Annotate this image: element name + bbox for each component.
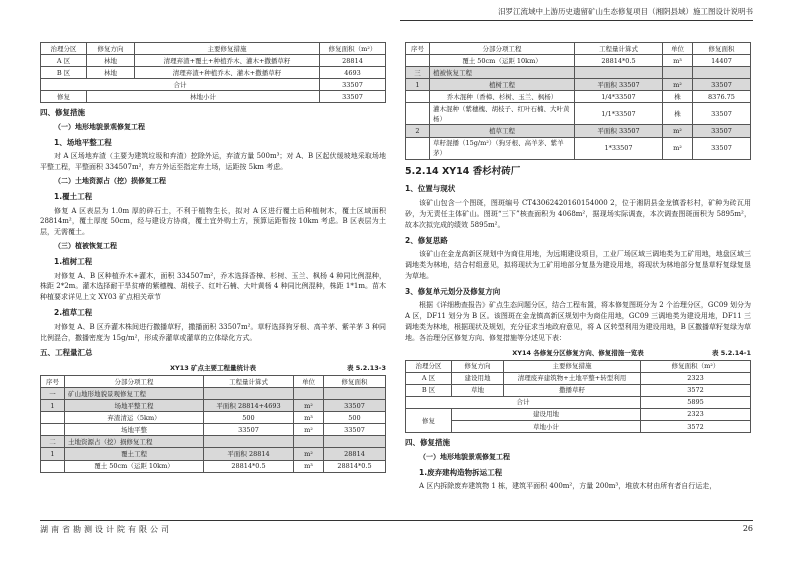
subsection-heading: （三）植被恢复工程 <box>54 242 117 251</box>
table-cell: 覆土工程 <box>65 448 204 460</box>
table-cell <box>406 103 430 125</box>
table-row <box>41 55 386 67</box>
table-cell <box>41 412 65 424</box>
table-cell <box>406 137 430 159</box>
table-cell: 33507 <box>693 137 751 159</box>
table-cell: m³ <box>294 460 324 472</box>
table-cell: 株 <box>663 91 693 103</box>
table-cell: 平面积 33507 <box>575 125 663 137</box>
footer-org: 湖南省勘测设计院有限公司 <box>40 525 172 534</box>
table-row <box>41 448 386 460</box>
table-cell: B 区 <box>406 384 452 396</box>
table-header: 修复面积 <box>693 43 751 55</box>
table-cell: 28814 <box>320 55 386 67</box>
table-row <box>41 388 386 400</box>
table-row <box>41 460 386 472</box>
table-cell: 4693 <box>320 67 386 79</box>
table-cell: 林地小计 <box>87 91 320 103</box>
page-number: 26 <box>742 524 753 533</box>
table-cell: 33507 <box>324 424 386 436</box>
table-cell <box>693 67 751 79</box>
table-row <box>406 137 751 159</box>
section-title: 5.2.14 XY14 香杉村砖厂 <box>405 165 521 177</box>
table-header: 修复面积（m²） <box>320 43 386 55</box>
table-cell: 清理废弃建筑物+土地平整+转型利用 <box>504 372 641 384</box>
table-cell: 2323 <box>641 372 751 384</box>
table-cell: A 区 <box>406 372 452 384</box>
table-header: 治理分区 <box>406 360 452 372</box>
table-cell <box>294 388 324 400</box>
table-title: XY14 各修复分区修复方向、修复措施一览表 <box>512 348 644 357</box>
table-cell <box>204 388 294 400</box>
subsection-heading: （二）土地资源占（挖）损修复工程 <box>54 177 166 186</box>
item-heading: 2.植草工程 <box>54 308 93 318</box>
table-cell: 33507 <box>693 103 751 125</box>
table-cell: m² <box>663 137 693 159</box>
table-caption <box>40 363 386 373</box>
table-cell: m² <box>294 448 324 460</box>
paragraph: 对 A 区场地弃渣（主要为建筑垃圾和弃渣）挖除外运，弃渣方量 500m³；对 A、B 区起伏缓坡地采取场地平整工程，平整面积 334507m²，弃方外运至指定弃土场，运距按 5km 考虑。 <box>40 152 386 172</box>
summary-table-xy13 <box>40 42 386 103</box>
table-row <box>41 79 386 91</box>
table-cell: m² <box>294 400 324 412</box>
left-column <box>40 42 386 473</box>
table-cell: 3572 <box>641 384 751 396</box>
table-cell: 平面积 28814+4693 <box>204 400 294 412</box>
table-row <box>406 384 751 396</box>
table-cell <box>663 67 693 79</box>
table-cell: 33507 <box>693 79 751 91</box>
table-row <box>41 424 386 436</box>
table-cell: 1/1*33507 <box>575 103 663 125</box>
table-cell: 合计 <box>41 79 320 91</box>
item-heading: 1.废弃建构造物拆运工程 <box>419 467 503 477</box>
quantity-table-xy13 <box>40 375 386 473</box>
section-heading: 四、修复措施 <box>405 438 450 448</box>
table-cell <box>575 67 663 79</box>
table-cell <box>406 55 430 67</box>
table-cell: 33507 <box>324 400 386 412</box>
table-row <box>406 91 751 103</box>
table-title: XY13 矿点主要工程量统计表 <box>169 364 257 373</box>
table-caption <box>405 348 751 358</box>
section-heading: 2、修复思路 <box>405 235 448 245</box>
item-heading: 1、场地平整工程 <box>54 137 112 147</box>
table-cell: 清理弃渣+覆土+种植乔木、灌木+撒播草籽 <box>135 55 320 67</box>
table-cell <box>294 436 324 448</box>
section-heading: 3、修复单元划分及修复方向 <box>405 286 501 296</box>
table-cell: 33507 <box>320 79 386 91</box>
paragraph: 对修复 A、B 区种植乔木+灌木，面积 334507m²，乔木选择香樟、杉树、玉兰、枫杨 4 种同比例混种，株距 2*2m。灌木选择耐干旱贫瘠的紫穗槐、胡枝子、红叶石楠、大叶黄杨 4 种同比例混种，株距 1*1m。苗木种植要求详见上文 XY03 矿点相关章节 <box>40 271 386 302</box>
table-header: 分部分项工程 <box>430 43 575 55</box>
table-cell: m² <box>294 424 324 436</box>
table-cell: 28814*0.5 <box>575 55 663 67</box>
table-cell <box>324 388 386 400</box>
table-cell <box>41 424 65 436</box>
table-header: 治理分区 <box>41 43 87 55</box>
subsection-heading: （一）地形地貌景观修复工程 <box>419 452 510 461</box>
table-row <box>406 55 751 67</box>
table-header: 序号 <box>406 43 430 55</box>
paragraph: 根据《详细勘查报告》矿点生态问题分区，结合工程布置，将本修复图斑分为 2 个治理分区，GC09 划分为 A 区，DF11 划分为 B 区。该图斑在金龙镇高新区规划中为商住用地，GC09 三调地类为建设用地，DF11 三调地类为林地，根据现状及规划，充分征求当地政府意见，将 A 区转型利用为建设用地，B 区撒播草籽复绿为草地。各治理分区修复方向、修复措施等分述见下表： <box>405 301 751 342</box>
zone-table-xy14 <box>405 360 751 433</box>
table-cell: 28814*0.5 <box>324 460 386 472</box>
table-row <box>406 421 751 433</box>
table-header: 单位 <box>663 43 693 55</box>
table-cell: 500 <box>204 412 294 424</box>
table-cell: 林地 <box>87 67 135 79</box>
table-cell: 2 <box>406 125 430 137</box>
item-heading: 1.覆土工程 <box>54 191 93 201</box>
table-cell: 33507 <box>204 424 294 436</box>
table-header: 修复方向 <box>87 43 135 55</box>
table-cell: 覆土 50cm（运距 10km） <box>430 55 575 67</box>
table-cell: 植草工程 <box>430 125 575 137</box>
item-heading: 1.植树工程 <box>54 256 93 266</box>
table-cell: 1 <box>406 79 430 91</box>
paragraph: 该矿山在金龙高新区规划中为商住用地，为远期建设项目，工业厂场区域三调地类为工矿用地，地盘区域三调地类为林地，结合村组意见，拟将现状为工矿用地部分复垦为建设用地，将现状为林地部分复垦草籽复绿复垦为草地。 <box>405 250 751 280</box>
table-row <box>406 372 751 384</box>
table-header: 修复方向 <box>452 360 504 372</box>
table-cell: m³ <box>663 55 693 67</box>
table-row <box>406 103 751 125</box>
page-header: 汨罗江流域中上游历史遗留矿山生态修复项目（湘阴县域）施工图设计说明书 <box>400 6 753 21</box>
table-cell: 修复 <box>41 91 87 103</box>
table-cell: 3572 <box>641 421 751 433</box>
table-cell: 弃渣清运（5km） <box>65 412 204 424</box>
table-cell <box>41 460 65 472</box>
table-cell: 建设用地 <box>452 408 641 420</box>
table-cell <box>324 436 386 448</box>
table-cell: 草籽混播（15g/m²）（狗牙根、高羊茅、紫羊茅） <box>430 137 575 159</box>
table-cell: 草地小计 <box>452 421 641 433</box>
paragraph: 修复 A 区表层为 1.0m 厚的碎石土，不利于植物生长，拟对 A 区进行覆土后种植树木，覆土区域面积 28814m²，覆土厚度 50cm，经与建设方协商，覆土宜外购土方，预算运距暂按 10km 考虑。B 区表层为土层，无需覆土。 <box>40 206 386 237</box>
table-header: 修复面积 <box>324 376 386 388</box>
table-row <box>41 436 386 448</box>
section-heading: 五、工程量汇总 <box>40 348 93 358</box>
table-cell: 植树工程 <box>430 79 575 91</box>
table-cell: 14407 <box>693 55 751 67</box>
page-footer <box>40 520 753 535</box>
table-row <box>406 67 751 79</box>
table-cell: 平面积 33507 <box>575 79 663 91</box>
table-cell: m² <box>663 125 693 137</box>
quantity-table-xy13-cont <box>405 42 751 160</box>
table-cell: 5895 <box>641 396 751 408</box>
table-cell: 500 <box>324 412 386 424</box>
table-cell: 1*33507 <box>575 137 663 159</box>
table-row <box>406 408 751 420</box>
paragraph: 对修复 A、B 区乔灌木株间进行撒播草籽，撒播面积 33507m²。草籽选择狗牙根、高羊茅、紫羊茅 3 种同比例混合，撒播密度为 15g/m²，形成乔灌草或灌草的立体绿化方式。 <box>40 322 386 342</box>
table-cell: 33507 <box>693 125 751 137</box>
table-cell: 一 <box>41 388 65 400</box>
table-cell: 合计 <box>406 396 641 408</box>
table-cell: 植被恢复工程 <box>430 67 575 79</box>
table-cell: m³ <box>294 412 324 424</box>
table-cell: 株 <box>663 103 693 125</box>
table-cell: 清理弃渣+种植乔木、灌木+撒播草籽 <box>135 67 320 79</box>
table-header: 工程量计算式 <box>204 376 294 388</box>
table-row <box>41 412 386 424</box>
table-number: 表 5.2.14-1 <box>711 348 751 357</box>
table-cell: 草地 <box>452 384 504 396</box>
table-row <box>41 91 386 103</box>
table-cell <box>204 436 294 448</box>
table-row <box>41 400 386 412</box>
table-cell: 2323 <box>641 408 751 420</box>
table-cell: 矿山地形地貌景观修复工程 <box>65 388 204 400</box>
table-row <box>406 125 751 137</box>
table-cell: 二 <box>41 436 65 448</box>
section-heading: 四、修复措施 <box>40 108 85 118</box>
table-cell: 乔木混种（香樟、杉树、玉兰、枫杨） <box>430 91 575 103</box>
table-cell: 林地 <box>87 55 135 67</box>
table-cell: 覆土 50cm（运距 10km） <box>65 460 204 472</box>
table-number: 表 5.2.13-3 <box>346 364 386 373</box>
table-header: 分部分项工程 <box>65 376 204 388</box>
table-row <box>406 396 751 408</box>
table-header: 单位 <box>294 376 324 388</box>
table-cell: 1/4*33507 <box>575 91 663 103</box>
paragraph: 该矿山包含一个图斑，图斑编号 CT43062420160154000 2，位于湘阴县金龙镇香杉村，矿种为砖瓦用砂，为无责任主体矿山。图斑“三下”核查面积为 4068m²，据现场实际调查，本次调查图斑面积为 5895m²，故本次拟完成的绩效 5895m²。 <box>405 198 751 229</box>
paragraph: A 区内拆除废弃建筑物 1 栋，建筑平面积 400m²，方量 200m³，堆放木材由所有者自行运走， <box>419 482 717 491</box>
table-header: 序号 <box>41 376 65 388</box>
table-cell: 28814*0.5 <box>204 460 294 472</box>
table-cell: 33507 <box>320 91 386 103</box>
section-heading: 1、位置与现状 <box>405 184 456 194</box>
table-cell: 修复 <box>406 408 452 432</box>
table-cell: 28814 <box>324 448 386 460</box>
right-column <box>405 42 751 493</box>
table-header: 工程量计算式 <box>575 43 663 55</box>
table-cell: 土地资源占（挖）损修复工程 <box>65 436 204 448</box>
table-cell: m² <box>663 79 693 91</box>
table-cell: 8376.75 <box>693 91 751 103</box>
table-cell: 平面积 28814 <box>204 448 294 460</box>
table-cell <box>406 91 430 103</box>
table-cell: 场地平整工程 <box>65 400 204 412</box>
subsection-heading: （一）地形地貌景观修复工程 <box>54 122 145 131</box>
table-header: 修复面积（m²） <box>641 360 751 372</box>
table-header: 主要修复措施 <box>504 360 641 372</box>
table-cell: 1 <box>41 400 65 412</box>
table-cell: 灌木混种（紫穗槐、胡枝子、红叶石楠、大叶黄杨） <box>430 103 575 125</box>
table-row <box>406 79 751 91</box>
table-cell: 1 <box>41 448 65 460</box>
table-cell: B 区 <box>41 67 87 79</box>
table-cell: A 区 <box>41 55 87 67</box>
table-cell: 建设用地 <box>452 372 504 384</box>
table-cell: 三 <box>406 67 430 79</box>
table-header: 主要修复措施 <box>135 43 320 55</box>
table-row <box>41 67 386 79</box>
table-cell: 场地平整 <box>65 424 204 436</box>
table-cell: 撒播草籽 <box>504 384 641 396</box>
